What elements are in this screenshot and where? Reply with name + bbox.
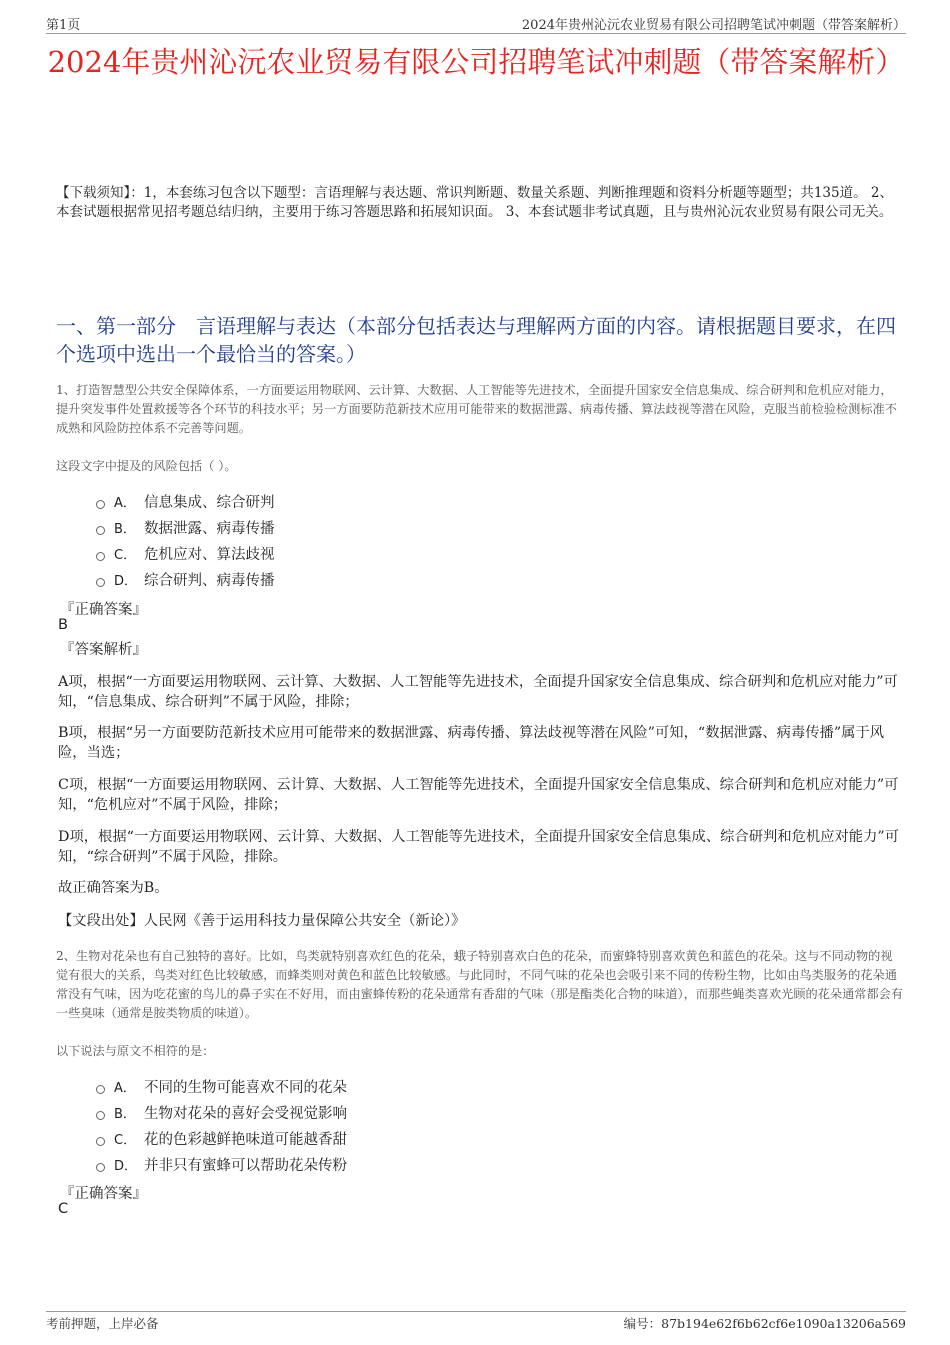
footer-code: 编号：87b194e62f6b62cf6e1090a13206a569 bbox=[623, 1316, 906, 1331]
question-2-option-d[interactable]: D． 并非只有蜜蜂可以帮助花朵传粉 bbox=[96, 1154, 347, 1174]
header-page-number: 第1页 bbox=[46, 18, 81, 33]
radio-icon[interactable] bbox=[96, 1085, 105, 1094]
footer-divider bbox=[46, 1311, 906, 1312]
radio-icon[interactable] bbox=[96, 1111, 105, 1120]
question-1-option-a[interactable]: A． 信息集成、综合研判 bbox=[96, 491, 275, 511]
download-notice: 【下载须知】：1，本套练习包含以下题型：言语理解与表达题、常识判断题、数量关系题、判断推理题和资料分析题等题型；共135道。 2、本套试题根据常见招考题总结归纳，主要用于练习答题思路和拓展知识面。 3、本套试题非考试真题，且与贵州沁沅农业贸易有限公司无关。 bbox=[56, 185, 893, 220]
header-divider bbox=[46, 33, 906, 34]
question-2-answer: C bbox=[58, 1201, 69, 1217]
radio-icon[interactable] bbox=[96, 500, 105, 509]
correct-answer-label: 『正确答案』 bbox=[60, 602, 147, 618]
question-2-option-a[interactable]: A． 不同的生物可能喜欢不同的花朵 bbox=[96, 1076, 347, 1096]
question-2-option-b[interactable]: B． 生物对花朵的喜好会受视觉影响 bbox=[96, 1102, 347, 1122]
question-2-option-c[interactable]: C． 花的色彩越鲜艳味道可能越香甜 bbox=[96, 1128, 347, 1148]
section-heading: 一、第一部分 言语理解与表达（本部分包括表达与理解两方面的内容。请根据题目要求，在四个选项中选出一个最恰当的答案。） bbox=[56, 314, 896, 366]
question-1-answer: B bbox=[58, 617, 68, 633]
radio-icon[interactable] bbox=[96, 1137, 105, 1146]
question-1-analysis-c: C项，根据“一方面要运用物联网、云计算、大数据、人工智能等先进技术，全面提升国家安全信息集成、综合研判和危机应对能力”可知，“危机应对”不属于风险，排除； bbox=[58, 777, 899, 813]
radio-icon[interactable] bbox=[96, 552, 105, 561]
correct-answer-label: 『正确答案』 bbox=[60, 1186, 147, 1202]
question-2-body: 2、生物对花朵也有自己独特的喜好。比如，鸟类就特别喜欢红色的花朵，蛾子特别喜欢白色的花朵，而蜜蜂特别喜欢黄色和蓝色的花朵。这与不同动物的视觉有很大的关系，鸟类对红色比较敏感，而蜂类则对黄色和蓝色比较敏感。与此同时，不同气味的花朵也会吸引来不同的传粉生物，比如由鸟类服务的花朵通常没有气味，因为吃花蜜的鸟儿的鼻子实在不好用，而由蜜蜂传粉的花朵通常有香甜的气味（那是酯类化合物的味道），而那些蝇类喜欢光顾的花朵通常都会有一些臭味（通常是胺类物质的味道）。 bbox=[56, 949, 904, 1020]
question-1-option-d[interactable]: D． 综合研判、病毒传播 bbox=[96, 569, 275, 589]
question-1-analysis-b: B项，根据“另一方面要防范新技术应用可能带来的数据泄露、病毒传播、算法歧视等潜在风险”可知，“数据泄露、病毒传播”属于风险，当选； bbox=[58, 725, 885, 761]
radio-icon[interactable] bbox=[96, 578, 105, 587]
question-1-analysis-d: D项，根据“一方面要运用物联网、云计算、大数据、人工智能等先进技术，全面提升国家安全信息集成、综合研判和危机应对能力”可知，“综合研判”不属于风险，排除。 bbox=[58, 829, 899, 865]
question-1-conclusion: 故正确答案为B。 bbox=[58, 880, 169, 896]
question-1-body: 1、打造智慧型公共安全保障体系，一方面要运用物联网、云计算、大数据、人工智能等先进技术，全面提升国家安全信息集成、综合研判和危机应对能力，提升突发事件处置救援等各个环节的科技水平；另一方面要防范新技术应用可能带来的数据泄露、病毒传播、算法歧视等潜在风险，克服当前检验检测标准不成熟和风险防控体系不完善等问题。 bbox=[56, 383, 897, 435]
question-2-prompt: 以下说法与原文不相符的是： bbox=[56, 1044, 215, 1058]
question-1-option-c[interactable]: C． 危机应对、算法歧视 bbox=[96, 543, 275, 563]
page-title: 2024年贵州沁沅农业贸易有限公司招聘笔试冲刺题（带答案解析） bbox=[47, 45, 905, 79]
question-1-prompt: 这段文字中提及的风险包括（ ）。 bbox=[56, 459, 237, 473]
footer-slogan: 考前押题，上岸必备 bbox=[46, 1316, 159, 1331]
question-1-option-b[interactable]: B． 数据泄露、病毒传播 bbox=[96, 517, 275, 537]
radio-icon[interactable] bbox=[96, 526, 105, 535]
question-1-analysis-a: A项，根据“一方面要运用物联网、云计算、大数据、人工智能等先进技术，全面提升国家安全信息集成、综合研判和危机应对能力”可知，“信息集成、综合研判”不属于风险，排除； bbox=[58, 674, 898, 710]
question-1-source: 【文段出处】人民网《善于运用科技力量保障公共安全（新论）》 bbox=[58, 913, 466, 929]
radio-icon[interactable] bbox=[96, 1163, 105, 1172]
answer-analysis-label: 『答案解析』 bbox=[60, 642, 147, 658]
header-doc-title: 2024年贵州沁沅农业贸易有限公司招聘笔试冲刺题（带答案解析） bbox=[521, 18, 906, 33]
